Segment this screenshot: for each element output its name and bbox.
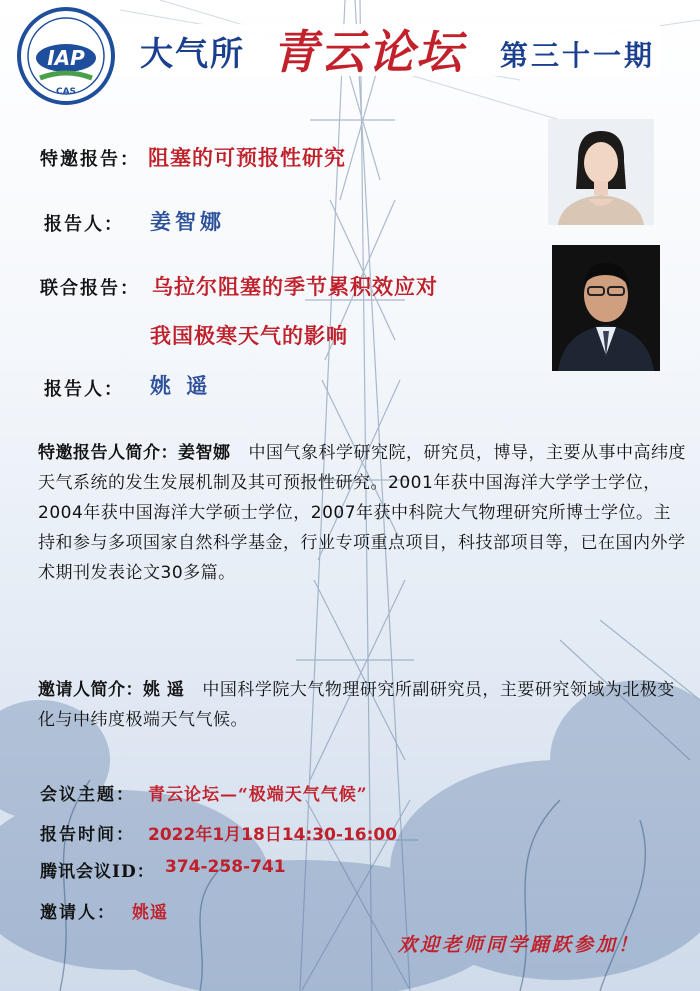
keynote-label: 特邀报告： (40, 149, 140, 170)
time-value: 2022年1月18日14:30-16:00 (148, 825, 398, 845)
keynote-speaker-label: 报告人： (44, 214, 124, 235)
joint-talk-label: 联合报告： (40, 278, 140, 299)
keynote-bio-lead: 特邀报告人简介： (38, 443, 178, 463)
host-bio (38, 675, 686, 735)
joint-speaker-label: 报告人： (44, 379, 124, 400)
theme-label: 会议主题： (40, 785, 135, 805)
joint-talk-title-line1: 乌拉尔阻塞的季节累积效应对 (152, 274, 438, 299)
joint-talk-title-line2: 我国极寒天气的影响 (150, 323, 348, 348)
welcome-message: 欢迎老师同学踊跃参加！ (398, 934, 641, 956)
meeting-id-value: 374-258-741 (165, 857, 286, 877)
forum-brand-title: 青云论坛 (272, 25, 464, 79)
host-bio-lead: 邀请人简介： (38, 680, 143, 700)
keynote-bio (38, 438, 686, 588)
iap-cas-logo (16, 6, 116, 106)
time-label: 报告时间： (40, 825, 135, 845)
institute-title: 大气所 (140, 34, 245, 73)
keynote-bio-name: 姜智娜 (178, 443, 231, 463)
theme-value: 青云论坛—“极端天气气候” (148, 785, 368, 805)
svg-text:IAP: IAP (47, 46, 85, 70)
host-bio-name: 姚 遥 (143, 680, 185, 700)
host-value: 姚遥 (132, 903, 168, 923)
keynote-speaker-name: 姜智娜 (150, 209, 225, 234)
svg-text:CAS: CAS (55, 87, 77, 97)
host-label: 邀请人： (40, 903, 116, 923)
host-bio-text: 中国科学院大气物理研究所副研究员，主要研究领域为北极变化与中纬度极端天气气候。 (38, 680, 675, 730)
keynote-bio-text: 中国气象科学研究院，研究员，博导，主要从事中高纬度天气系统的发生发展机制及其可预报性研究。2001年获中国海洋大学学士学位，2004年获中国海洋大学硕士学位，2007年获中科院大气物理研究所博士学位。主持和参与多项国家自然科学基金，行业专项重点项目，科技部项目等，已在国内外学术期刊发表论文30多篇。 (38, 443, 686, 583)
meeting-id-label: 腾讯会议ID： (40, 862, 155, 882)
joint-speaker-photo (552, 245, 660, 371)
joint-speaker-name: 姚 遥 (150, 373, 212, 398)
keynote-title: 阻塞的可预报性研究 (148, 145, 346, 170)
issue-number: 第三十一期 (500, 39, 656, 72)
keynote-speaker-photo (548, 119, 654, 225)
